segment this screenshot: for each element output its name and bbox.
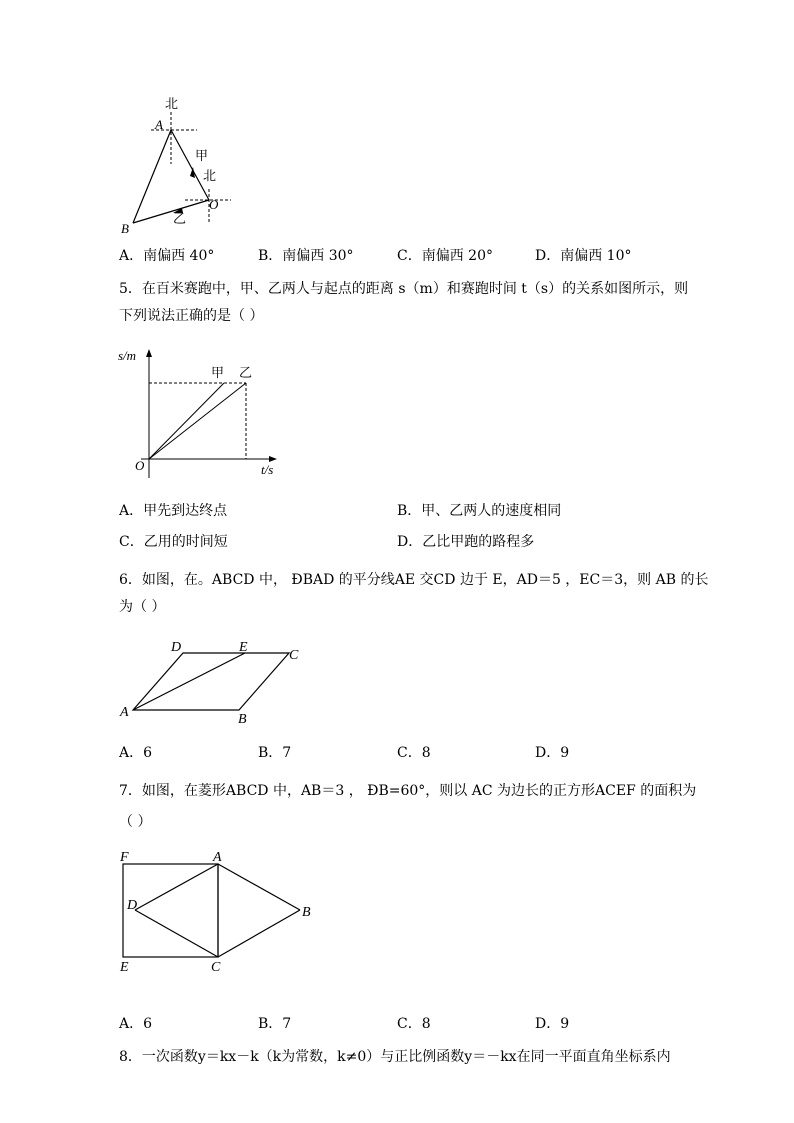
q6-option-a[interactable]: A．6 [119, 745, 153, 761]
origin-label: O [135, 458, 145, 473]
q7-option-c[interactable]: C．8 [397, 1016, 431, 1032]
square-acef [123, 864, 218, 957]
label-d: D [127, 898, 138, 913]
q5-option-b[interactable]: B．甲、乙两人的速度相同 [397, 503, 562, 519]
q7-option-b[interactable]: B．7 [258, 1016, 292, 1032]
q7-stem-line2: （ ） [119, 814, 152, 830]
q5-option-a[interactable]: A．甲先到达终点 [119, 503, 228, 519]
segment-ob [133, 200, 209, 223]
label-yi: 乙 [173, 211, 187, 226]
label-f: F [120, 850, 129, 865]
q7-option-a[interactable]: A．6 [119, 1016, 153, 1032]
line-yi [149, 383, 246, 459]
segment-dc [135, 910, 218, 957]
label-yi: 乙 [239, 365, 253, 380]
x-axis-label: t/s [261, 462, 274, 477]
y-axis-arrow [146, 349, 152, 357]
q6-option-b[interactable]: B．7 [258, 745, 292, 761]
q5-option-c[interactable]: C．乙用的时间短 [119, 534, 228, 550]
q7-figure [113, 846, 318, 974]
label-a: A [155, 117, 163, 132]
label-o: O [209, 197, 219, 212]
q4-option-c[interactable]: C．南偏西 20° [397, 248, 493, 264]
label-jia: 甲 [195, 148, 209, 163]
segment-ad [135, 864, 218, 910]
label-b: B [238, 712, 247, 726]
q4-option-b[interactable]: B．南偏西 30° [258, 248, 354, 264]
q6-option-c[interactable]: C．8 [397, 745, 431, 761]
label-b: B [121, 221, 129, 236]
segment-bc [218, 910, 300, 957]
q8-stem-line1: 8．一次函数y＝kx－k（k为常数，k≠0）与正比例函数y＝－kx在同一平面直角坐标系内 [119, 1049, 671, 1065]
q4-option-d[interactable]: D．南偏西 10° [535, 248, 632, 264]
north-label-top: 北 [165, 96, 179, 111]
y-axis-label: s/m [118, 348, 137, 363]
label-c: C [211, 960, 221, 974]
q6-stem-line2: 为（ ） [119, 599, 166, 615]
q5-chart [113, 343, 288, 478]
label-d: D [171, 640, 182, 655]
q6-stem-line1: 6．如图，在。ABCD 中， ÐBAD 的平分线AE 交CD 边于 E，AD＝5 ，EC＝3，则 AB 的长 [119, 572, 709, 588]
label-e: E [120, 960, 129, 974]
segment-ab [133, 130, 171, 223]
label-e: E [239, 640, 248, 655]
q5-option-d[interactable]: D．乙比甲跑的路程多 [397, 534, 535, 550]
parallelogram-abcd [133, 653, 289, 710]
label-a: A [120, 705, 129, 720]
q4-figure [115, 92, 245, 240]
label-b: B [302, 905, 311, 920]
label-jia: 甲 [211, 365, 225, 380]
line-jia [149, 383, 224, 459]
q6-figure [113, 636, 313, 726]
q4-option-a[interactable]: A．南偏西 40° [119, 248, 215, 264]
segment-ae [133, 653, 245, 710]
segment-ab [218, 864, 300, 910]
q5-stem-line2: 下列说法正确的是（ ） [119, 308, 264, 324]
q7-stem-line1: 7．如图，在菱形ABCD 中，AB＝3 ， ÐB=60°，则以 AC 为边长的正方形ACEF 的面积为 [119, 783, 697, 799]
segment-ao [171, 130, 209, 200]
north-label-o: 北 [203, 168, 217, 183]
q5-stem-line1: 5．在百米赛跑中，甲、乙两人与起点的距离 s（m）和赛跑时间 t（s）的关系如图所示，则 [119, 281, 689, 297]
q6-option-d[interactable]: D．9 [535, 745, 570, 761]
label-a: A [213, 850, 222, 865]
label-c: C [289, 648, 299, 663]
q7-option-d[interactable]: D．9 [535, 1016, 570, 1032]
